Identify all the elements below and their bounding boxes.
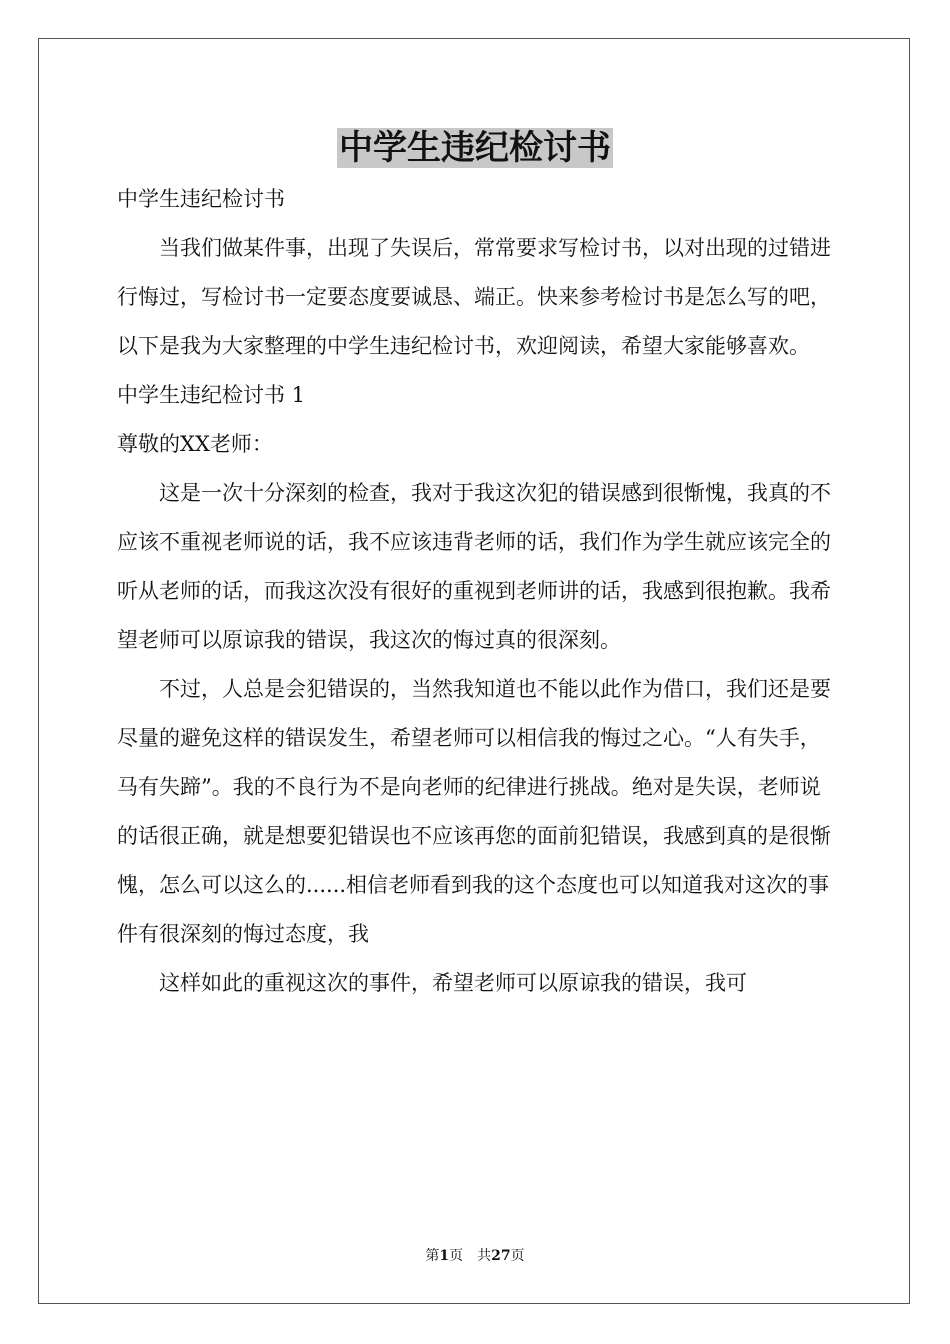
footer-suffix: 页 <box>510 1248 525 1264</box>
footer-middle: 页 共 <box>449 1248 492 1264</box>
paragraph: 这样如此的重视这次的事件，希望老师可以原谅我的错误，我可 <box>159 971 747 995</box>
document-title: 中学生违纪检讨书 <box>339 128 611 168</box>
paragraph: 当我们做某件事，出现了失误后，常常要求写检讨书，以对出现的过错进行悔过，写检讨书一定要态度要诚恳、端正。快来参考检讨书是怎么写的吧，以下是我为大家整理的中学生违纪检讨书，欢迎阅读，希望大家能够喜欢。 <box>117 236 831 358</box>
paragraph: 中学生违纪检讨书 <box>117 187 285 211</box>
footer-prefix: 第 <box>425 1248 440 1264</box>
paragraph: 尊敬的XX老师： <box>117 432 273 456</box>
paragraph: 中学生违纪检讨书 1 <box>117 383 306 407</box>
paragraph: 不过，人总是会犯错误的，当然我知道也不能以此作为借口，我们还是要尽量的避免这样的错误发生，希望老师可以相信我的悔过之心。“人有失手，马有失蹄”。我的不良行为不是向老师的纪律进行挑战。绝对是失误，老师说的话很正确，就是想要犯错误也不应该再您的面前犯错误，我感到真的是很惭愧，怎么可以这么的......相信老师看到我的这个态度也可以知道我对这次的事件有很深刻的悔过态度，我 <box>117 677 831 946</box>
page-footer <box>0 1247 950 1265</box>
footer-total-pages: 27 <box>491 1248 511 1264</box>
paragraph: 这是一次十分深刻的检查，我对于我这次犯的错误感到很惭愧，我真的不应该不重视老师说的话，我不应该违背老师的话，我们作为学生就应该完全的听从老师的话，而我这次没有很好的重视到老师讲的话，我感到很抱歉。我希望老师可以原谅我的错误，我这次的悔过真的很深刻。 <box>117 481 831 652</box>
footer-page-number: 1 <box>439 1248 450 1264</box>
title-container <box>0 128 950 168</box>
document-body <box>117 175 833 1008</box>
